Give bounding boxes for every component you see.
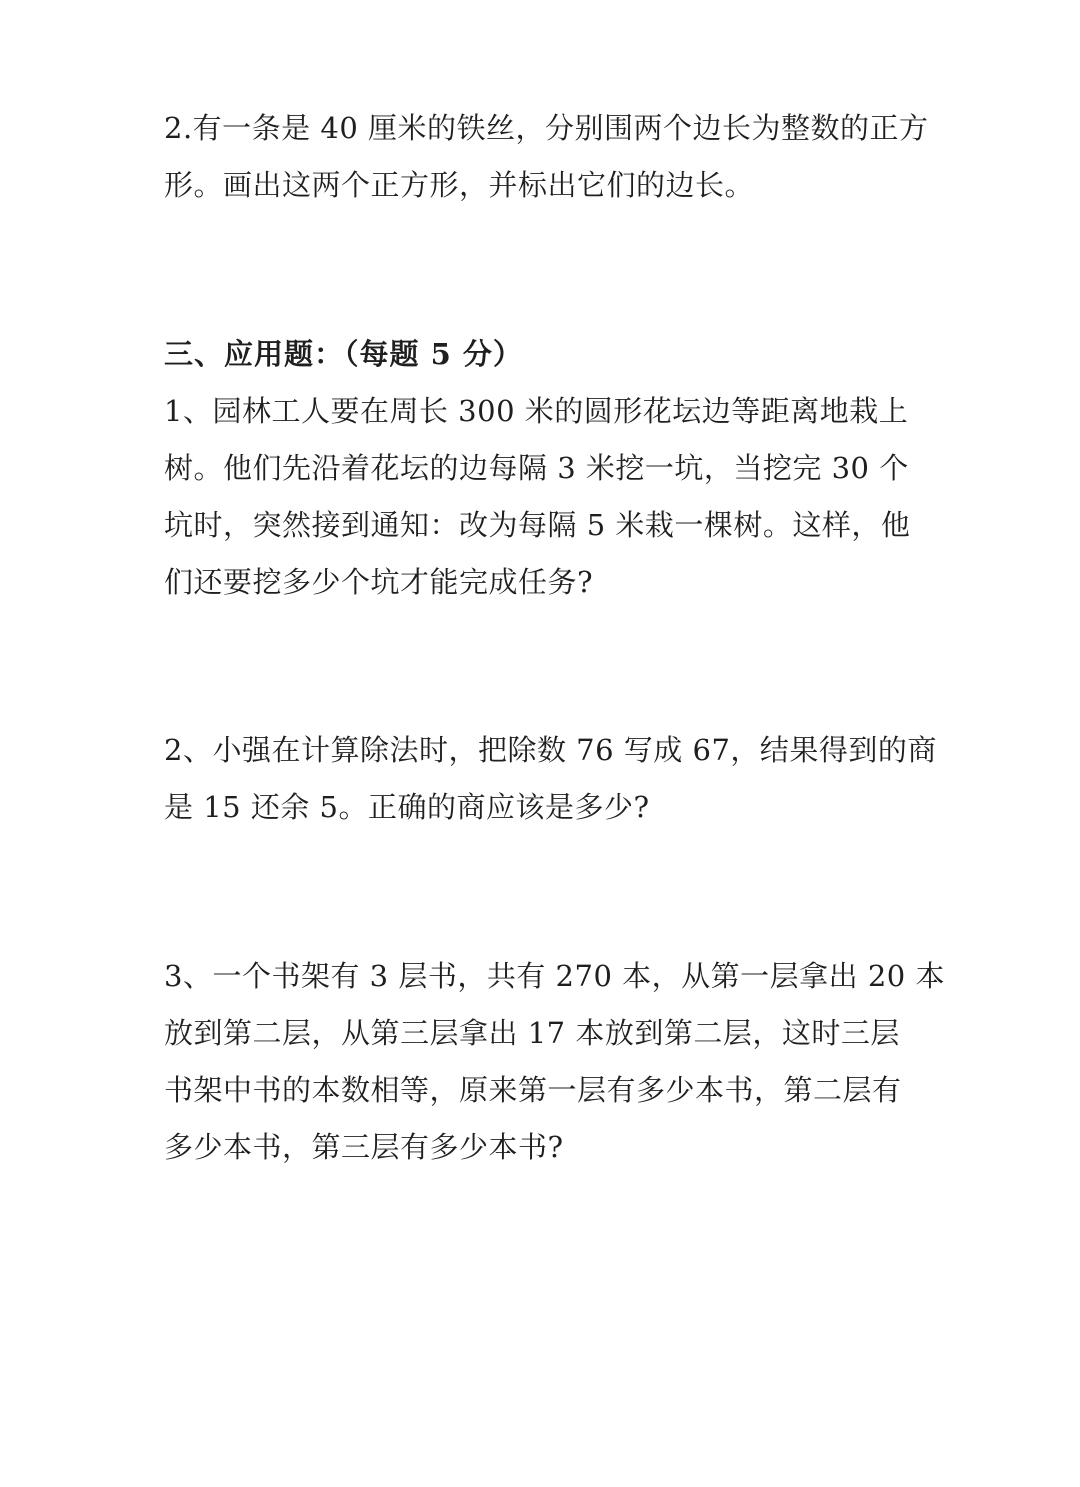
question-text-line: 多少本书，第三层有多少本书? bbox=[164, 1130, 564, 1164]
question-3-3 bbox=[164, 948, 945, 1176]
question-text-line: 形。画出这两个正方形，并标出它们的边长。 bbox=[164, 168, 755, 202]
question-text-line: 1、园林工人要在周长 300 米的圆形花坛边等距离地栽上 bbox=[164, 394, 909, 428]
question-3-1 bbox=[164, 383, 924, 611]
question-text-line: 2、小强在计算除法时，把除数 76 写成 67，结果得到的商 bbox=[164, 733, 937, 767]
question-text-line: 是 15 还余 5。正确的商应该是多少? bbox=[164, 790, 650, 824]
question-text-line: 放到第二层，从第三层拿出 17 本放到第二层，这时三层 bbox=[164, 1016, 900, 1050]
question-text-line: 3、一个书架有 3 层书，共有 270 本，从第一层拿出 20 本 bbox=[164, 959, 945, 993]
question-text-line: 树。他们先沿着花坛的边每隔 3 米挖一坑，当挖完 30 个 bbox=[164, 451, 909, 485]
section-heading: 三、应用题：（每题 5 分） bbox=[164, 337, 523, 371]
question-text-line: 们还要挖多少个坑才能完成任务? bbox=[164, 565, 594, 599]
question-text-line: 2.有一条是 40 厘米的铁丝，分别围两个边长为整数的正方 bbox=[164, 111, 929, 145]
question-text-line: 坑时，突然接到通知：改为每隔 5 米栽一棵树。这样，他 bbox=[164, 508, 911, 542]
question-part2-2 bbox=[164, 100, 929, 214]
question-text-line: 书架中书的本数相等，原来第一层有多少本书，第二层有 bbox=[164, 1073, 902, 1107]
question-3-2 bbox=[164, 722, 937, 836]
section-3 bbox=[164, 326, 924, 611]
